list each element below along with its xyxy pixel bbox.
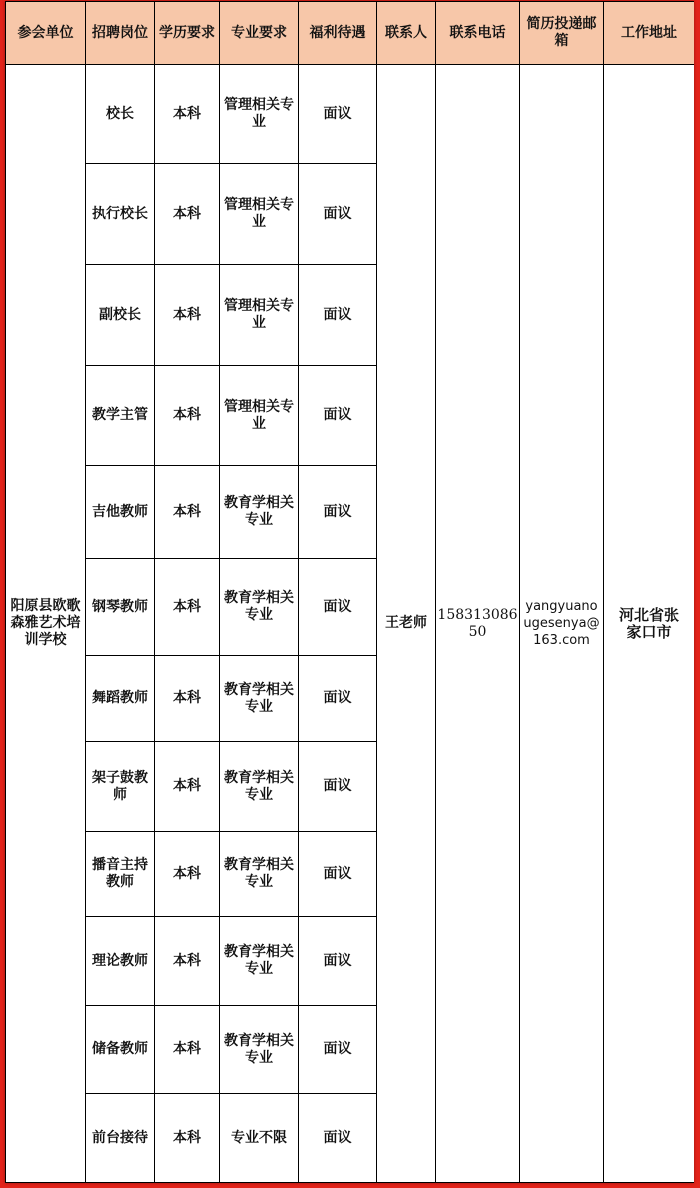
address-cell: 河北省张家口市: [604, 65, 695, 1183]
header-major: 专业要求: [220, 2, 299, 65]
education-cell: 本科: [155, 656, 220, 742]
major-cell: 教育学相关专业: [220, 466, 299, 559]
header-education: 学历要求: [155, 2, 220, 65]
education-cell: 本科: [155, 366, 220, 466]
education-cell: 本科: [155, 164, 220, 265]
position-cell: 教学主管: [86, 366, 155, 466]
position-cell: 执行校长: [86, 164, 155, 265]
position-cell: 钢琴教师: [86, 559, 155, 656]
benefit-cell: 面议: [299, 1006, 377, 1094]
position-cell: 播音主持教师: [86, 832, 155, 917]
header-contact: 联系人: [377, 2, 436, 65]
position-cell: 吉他教师: [86, 466, 155, 559]
benefit-cell: 面议: [299, 917, 377, 1006]
header-company: 参会单位: [6, 2, 86, 65]
header-position: 招聘岗位: [86, 2, 155, 65]
position-cell: 舞蹈教师: [86, 656, 155, 742]
recruitment-sheet: [5, 1, 694, 1183]
phone-cell: 15831308650: [436, 65, 520, 1183]
major-cell: 管理相关专业: [220, 366, 299, 466]
major-cell: 教育学相关专业: [220, 742, 299, 832]
recruitment-table: [5, 1, 694, 1183]
benefit-cell: 面议: [299, 366, 377, 466]
major-cell: 教育学相关专业: [220, 559, 299, 656]
benefit-cell: 面议: [299, 742, 377, 832]
company-cell: 阳原县欧歌森雅艺术培训学校: [6, 65, 86, 1183]
benefit-cell: 面议: [299, 656, 377, 742]
header-address: 工作地址: [604, 2, 695, 65]
benefit-cell: 面议: [299, 265, 377, 366]
position-cell: 副校长: [86, 265, 155, 366]
benefit-cell: 面议: [299, 164, 377, 265]
header-row: [6, 2, 695, 65]
email-cell: yangyuanougesenya@163.com: [520, 65, 604, 1183]
major-cell: 教育学相关专业: [220, 656, 299, 742]
major-cell: 教育学相关专业: [220, 1006, 299, 1094]
education-cell: 本科: [155, 1094, 220, 1183]
major-cell: 专业不限: [220, 1094, 299, 1183]
position-cell: 理论教师: [86, 917, 155, 1006]
position-cell: 校长: [86, 65, 155, 164]
education-cell: 本科: [155, 1006, 220, 1094]
major-cell: 管理相关专业: [220, 265, 299, 366]
education-cell: 本科: [155, 559, 220, 656]
header-phone: 联系电话: [436, 2, 520, 65]
education-cell: 本科: [155, 65, 220, 164]
header-email: 简历投递邮箱: [520, 2, 604, 65]
education-cell: 本科: [155, 265, 220, 366]
education-cell: 本科: [155, 917, 220, 1006]
table-row: [6, 65, 695, 164]
benefit-cell: 面议: [299, 65, 377, 164]
major-cell: 管理相关专业: [220, 65, 299, 164]
major-cell: 教育学相关专业: [220, 917, 299, 1006]
header-benefit: 福利待遇: [299, 2, 377, 65]
major-cell: 管理相关专业: [220, 164, 299, 265]
education-cell: 本科: [155, 832, 220, 917]
benefit-cell: 面议: [299, 1094, 377, 1183]
contact-cell: 王老师: [377, 65, 436, 1183]
position-cell: 前台接待: [86, 1094, 155, 1183]
education-cell: 本科: [155, 466, 220, 559]
position-cell: 架子鼓教师: [86, 742, 155, 832]
education-cell: 本科: [155, 742, 220, 832]
benefit-cell: 面议: [299, 559, 377, 656]
benefit-cell: 面议: [299, 832, 377, 917]
benefit-cell: 面议: [299, 466, 377, 559]
major-cell: 教育学相关专业: [220, 832, 299, 917]
position-cell: 储备教师: [86, 1006, 155, 1094]
